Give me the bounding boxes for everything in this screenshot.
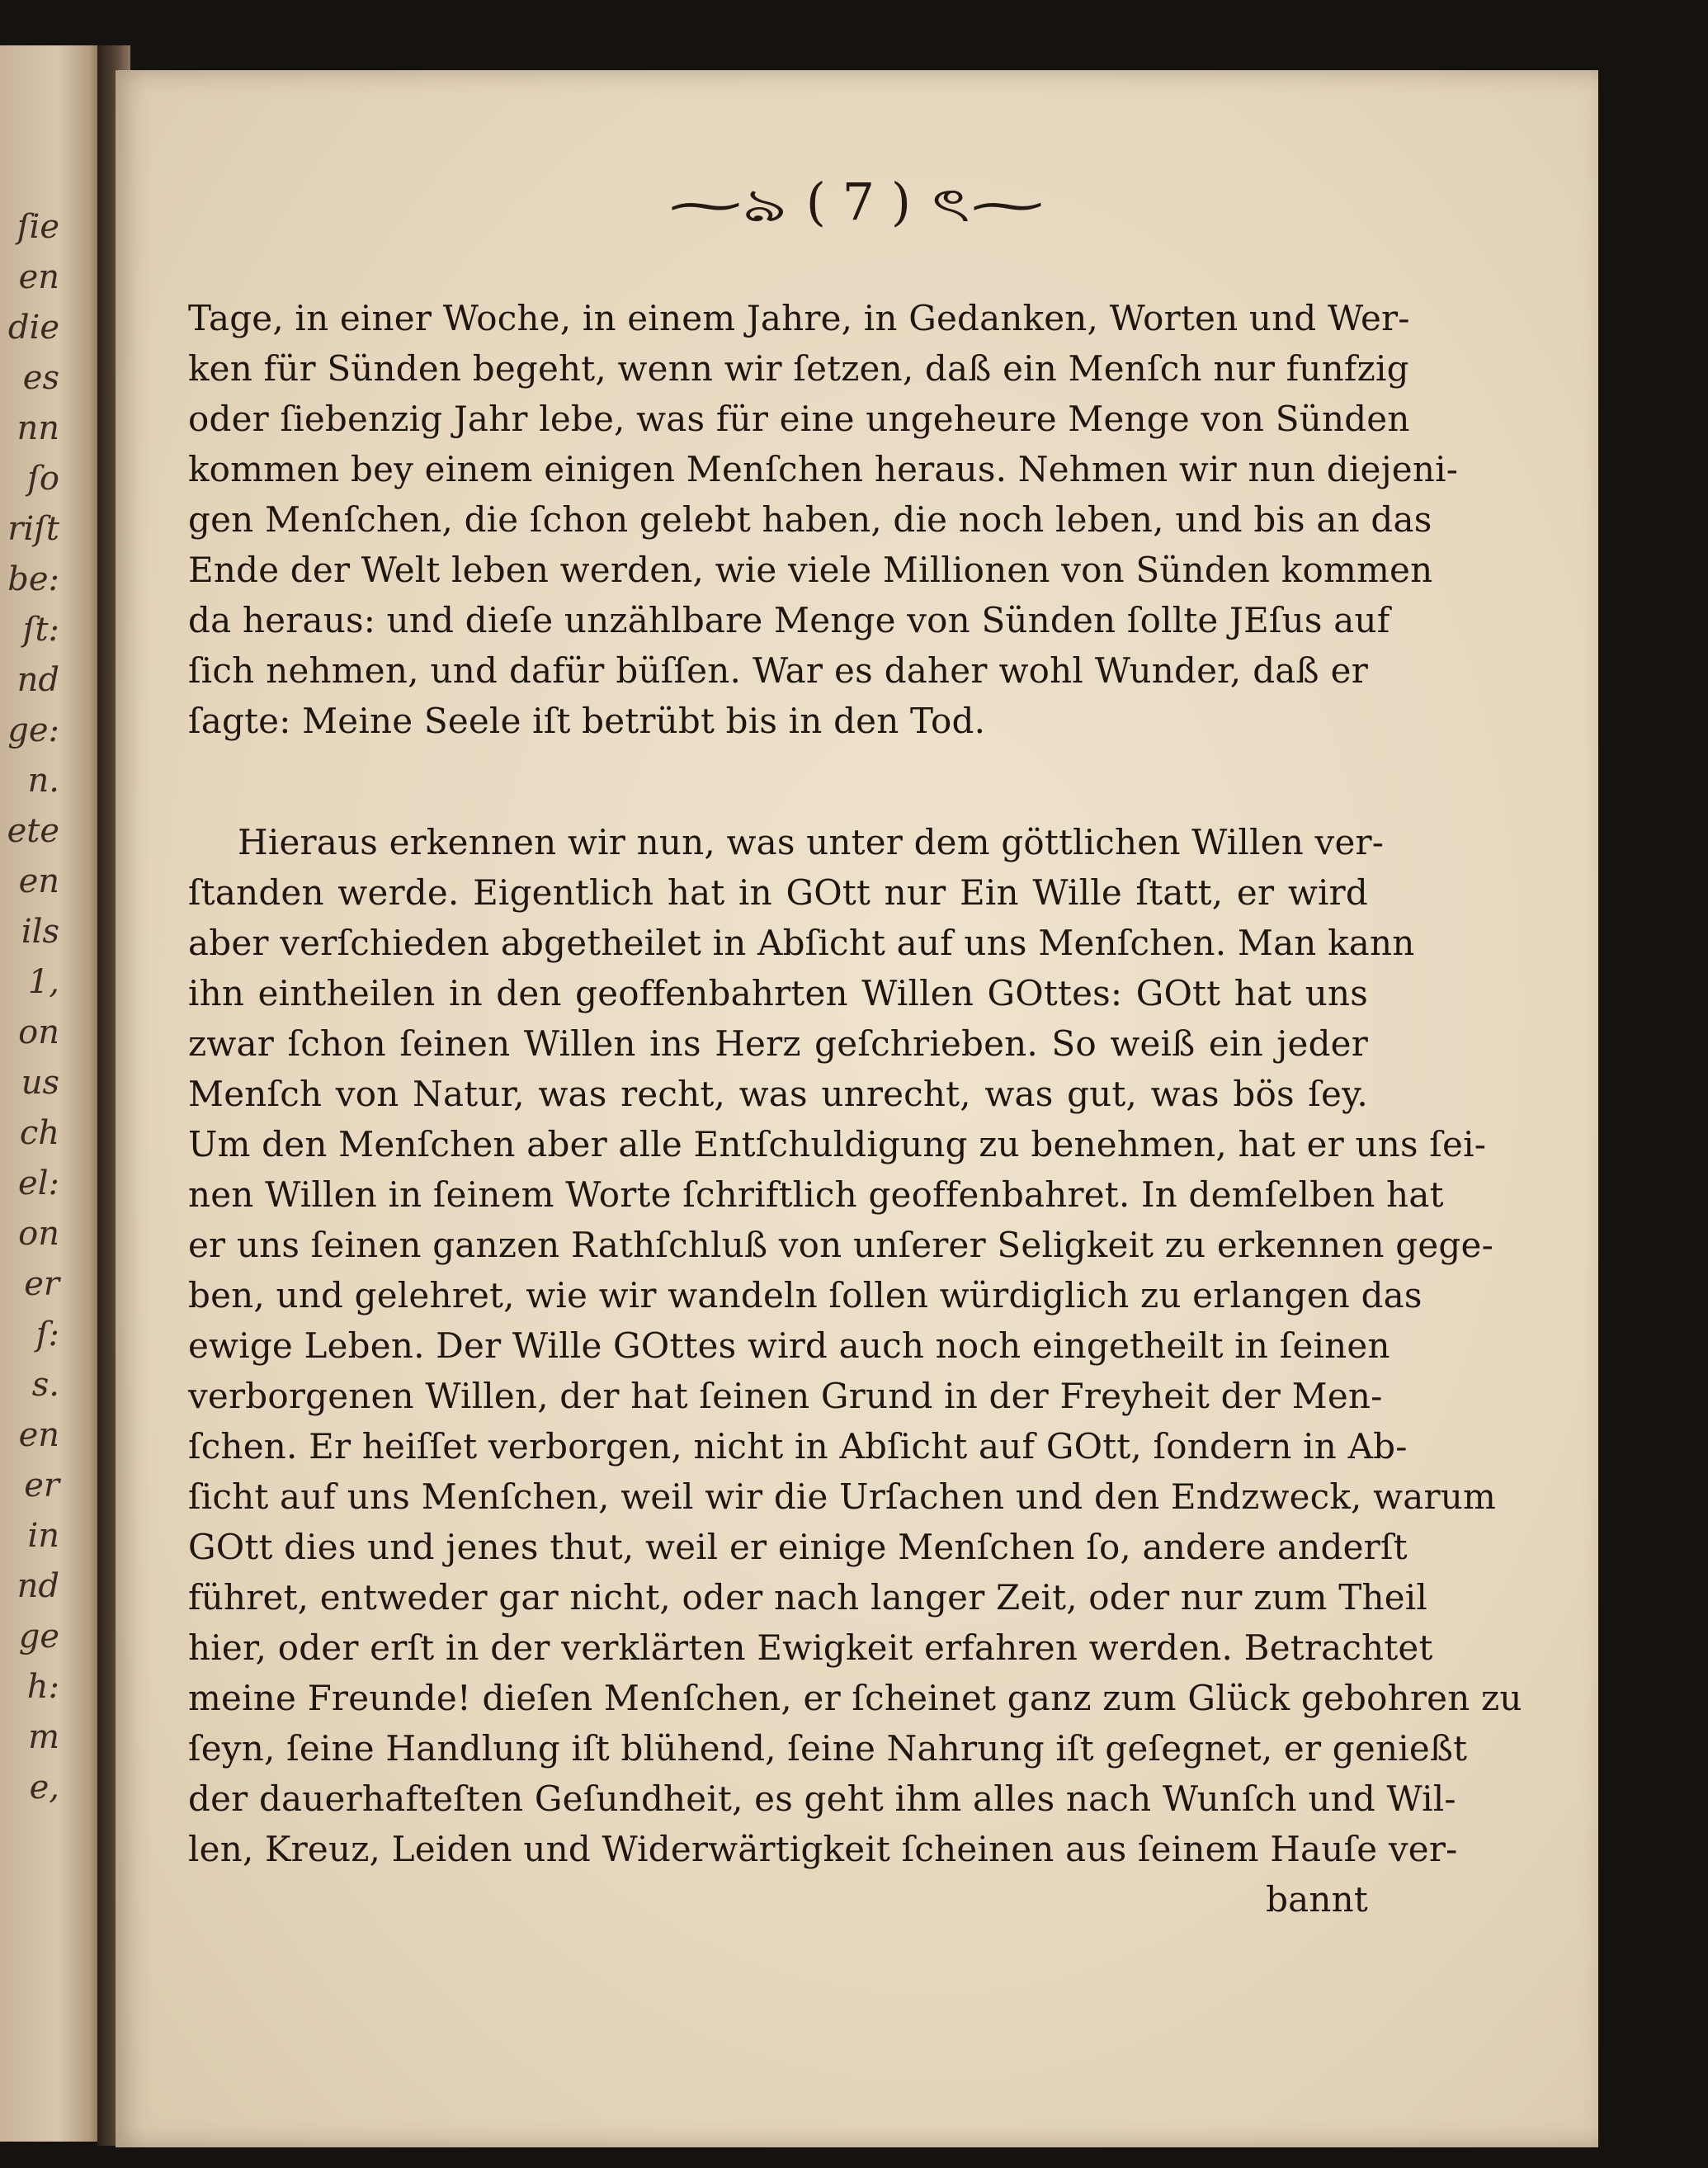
- margin-fragment: ſo: [27, 460, 59, 498]
- text-line: ihn eintheilen in den geoffenbahrten Willen GOttes: GOtt hat uns: [188, 973, 1368, 1013]
- margin-fragment: er: [24, 1265, 59, 1303]
- margin-fragment: nd: [17, 1567, 59, 1605]
- margin-fragment: ſt:: [22, 611, 59, 649]
- ornament-left-icon: ⁓ঌ: [668, 178, 787, 233]
- text-line: oder ſiebenzig Jahr lebe, was für eine ungeheure Menge von Sünden: [188, 399, 1410, 439]
- paragraph-1: [188, 293, 1459, 746]
- margin-fragment: be:: [7, 560, 59, 598]
- margin-fragment: en: [18, 862, 59, 900]
- page-number: ( 7 ): [805, 172, 912, 232]
- margin-fragment: n.: [27, 762, 59, 800]
- margin-fragment: 1,: [27, 963, 59, 1001]
- margin-fragment: on: [18, 1215, 59, 1253]
- margin-fragment: ſ:: [35, 1315, 59, 1353]
- margin-fragment: ils: [21, 913, 59, 951]
- text-line: ſchen. Er heiſſet verborgen, nicht in Abſicht auf GOtt, ſondern in Ab-: [188, 1426, 1408, 1467]
- text-line: Hieraus erkennen wir nun, was unter dem göttlichen Willen ver-: [238, 822, 1385, 862]
- text-line: ben, und gelehret, wie wir wandeln ſollen würdiglich zu erlangen das: [188, 1275, 1423, 1315]
- text-line: kommen bey einem einigen Menſchen heraus. Nehmen wir nun diejeni-: [188, 449, 1459, 489]
- text-line: ewige Leben. Der Wille GOttes wird auch noch eingetheilt in ſeinen: [188, 1325, 1390, 1366]
- margin-fragment: ch: [19, 1114, 59, 1152]
- margin-fragment: in: [27, 1517, 59, 1555]
- margin-fragment: er: [24, 1467, 59, 1504]
- page-header: [116, 161, 1598, 243]
- margin-fragment: en: [18, 1416, 59, 1454]
- paragraph-2: [188, 817, 1522, 1925]
- margin-fragment: ge: [18, 1618, 59, 1656]
- ornament-right-icon: ৎ⁓: [930, 178, 1045, 233]
- text-line: ſicht auf uns Menſchen, weil wir die Urſachen und den Endzweck, warum: [188, 1476, 1497, 1517]
- text-line: ſich nehmen, und dafür büſſen. War es daher wohl Wunder, daß er: [188, 650, 1368, 691]
- margin-fragment: die: [7, 309, 59, 347]
- text-line: gen Menſchen, die ſchon gelebt haben, die noch leben, und bis an das: [188, 499, 1432, 540]
- margin-fragment: ſie: [17, 208, 59, 246]
- margin-fragment: en: [18, 258, 59, 296]
- margin-fragment: riſt: [7, 510, 59, 548]
- text-line: nen Willen in ſeinem Worte ſchriftlich geoffenbahret. In demſelben hat: [188, 1174, 1444, 1215]
- text-line: da heraus: und dieſe unzählbare Menge von Sünden ſollte JEſus auf: [188, 600, 1390, 640]
- text-line: hier, oder erſt in der verklärten Ewigkeit erfahren werden. Betrachtet: [188, 1627, 1433, 1668]
- margin-fragment: us: [21, 1064, 59, 1102]
- margin-fragment: e,: [29, 1769, 59, 1807]
- book-page: [116, 70, 1598, 2147]
- text-line: Ende der Welt leben werden, wie viele Millionen von Sünden kommen: [188, 550, 1433, 590]
- text-line: ſtanden werde. Eigentlich hat in GOtt nur Ein Wille ſtatt, er wird: [188, 872, 1368, 913]
- margin-fragment: es: [22, 359, 59, 397]
- text-line: ſeyn, ſeine Handlung iſt blühend, ſeine Nahrung iſt geſegnet, er genießt: [188, 1728, 1468, 1769]
- text-line: len, Kreuz, Leiden und Widerwärtigkeit ſcheinen aus ſeinem Hauſe ver-: [188, 1829, 1458, 1869]
- margin-fragment: m: [28, 1718, 59, 1756]
- text-line: GOtt dies und jenes thut, weil er einige Menſchen ſo, andere anderſt: [188, 1527, 1408, 1567]
- margin-fragment: nd: [17, 661, 59, 699]
- text-line: aber verſchieden abgetheilet in Abſicht auf uns Menſchen. Man kann: [188, 923, 1415, 963]
- facing-page-edge: [0, 45, 106, 2142]
- text-line: zwar ſchon ſeinen Willen ins Herz geſchrieben. So weiß ein jeder: [188, 1023, 1368, 1064]
- text-line: ken für Sünden begeht, wenn wir ſetzen, daß ein Menſch nur funfzig: [188, 348, 1409, 389]
- catchword: bannt: [1266, 1879, 1368, 1920]
- margin-fragment: ge:: [7, 711, 59, 749]
- margin-fragment: h:: [26, 1668, 59, 1706]
- text-line: er uns ſeinen ganzen Rathſchluß von unſerer Seligkeit zu erkennen gege-: [188, 1225, 1493, 1265]
- margin-fragment: s.: [31, 1366, 59, 1404]
- text-line: führet, entweder gar nicht, oder nach langer Zeit, oder nur zum Theil: [188, 1577, 1428, 1618]
- margin-fragment: el:: [18, 1164, 59, 1202]
- margin-fragment: ete: [7, 812, 59, 850]
- margin-fragment: on: [18, 1013, 59, 1051]
- margin-fragment: nn: [17, 409, 59, 447]
- text-line: Tage, in einer Woche, in einem Jahre, in Gedanken, Worten und Wer-: [188, 298, 1410, 338]
- text-line: Menſch von Natur, was recht, was unrecht, was gut, was bös ſey.: [188, 1074, 1368, 1114]
- text-line: verborgenen Willen, der hat ſeinen Grund in der Freyheit der Men-: [188, 1376, 1383, 1416]
- text-line: Um den Menſchen aber alle Entſchuldigung zu benehmen, hat er uns ſei-: [188, 1124, 1487, 1164]
- text-line: der dauerhafteſten Geſundheit, es geht ihm alles nach Wunſch und Wil-: [188, 1778, 1456, 1819]
- text-line: meine Freunde! dieſen Menſchen, er ſcheinet ganz zum Glück gebohren zu: [188, 1678, 1522, 1718]
- text-line: ſagte: Meine Seele iſt betrübt bis in den Tod.: [188, 701, 986, 741]
